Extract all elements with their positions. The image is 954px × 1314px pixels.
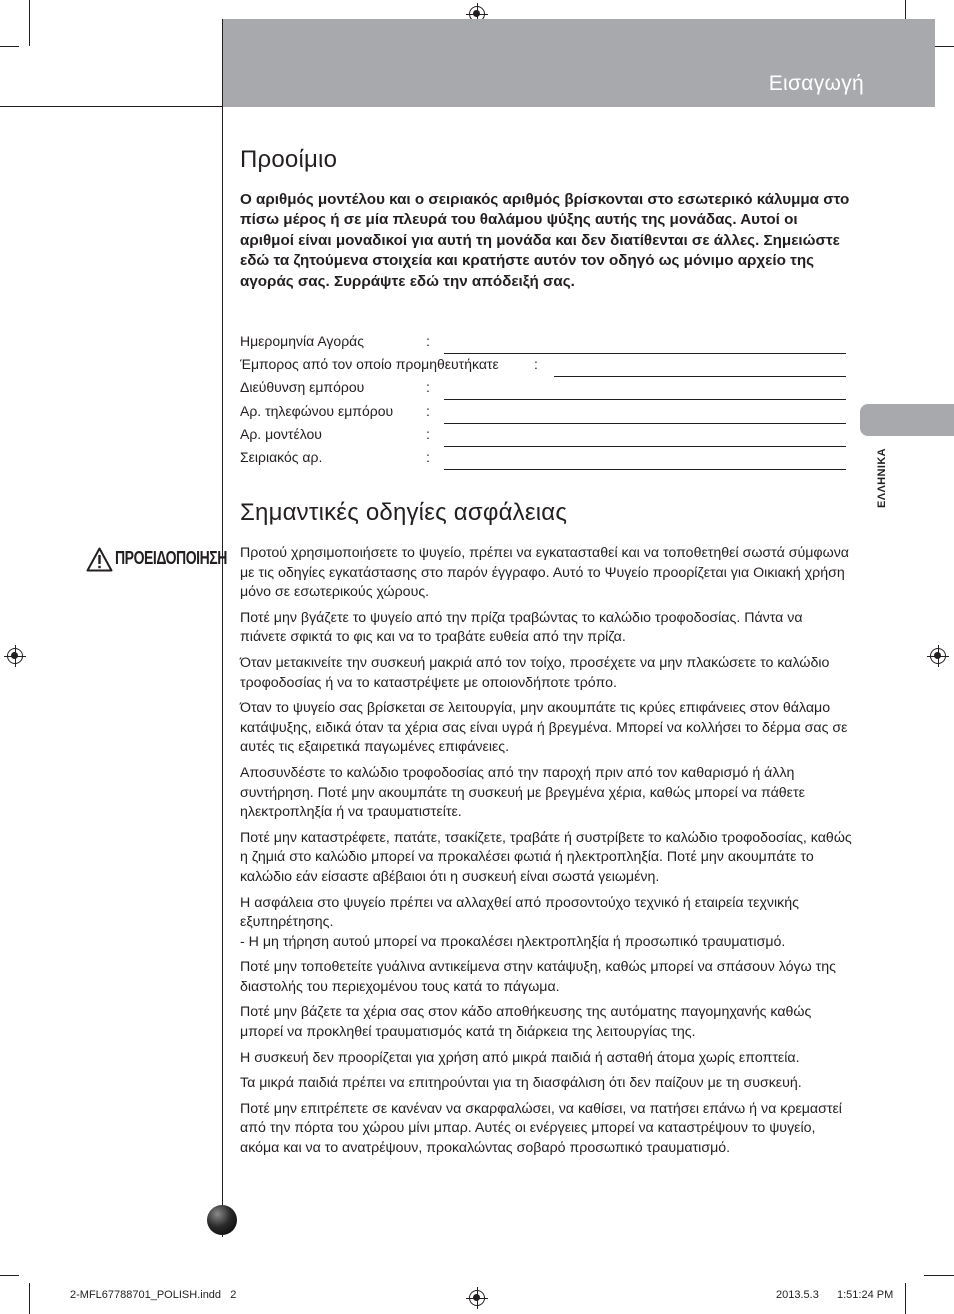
form-row-dealer-address: Διεύθυνση εμπόρου :	[240, 377, 852, 400]
safety-paragraph: Ποτέ μην βγάζετε το ψυγείο από την πρίζα τραβώντας το καλώδιο τροφοδοσίας. Πάντα να πιάνετε σφικτά το φις και να το τραβάτε ευθεία από την πρίζα.	[240, 609, 803, 646]
safety-paragraph: Η συσκευή δεν προορίζεται για χρήση από μικρά παιδιά ή ασταθή άτομα χωρίς εποπτεία.	[240, 1049, 800, 1066]
page-marker-dot	[207, 1205, 237, 1235]
crop-mark	[924, 1275, 954, 1276]
footer-date: 2013.5.3	[776, 1289, 819, 1301]
serial-number-field	[444, 469, 846, 470]
safety-paragraph: Προτού χρησιμοποιήσετε το ψυγείο, πρέπει να εγκατασταθεί και να τοποθετηθεί σωστά σύμφωνα με τις οδηγίες εγκατάστασης στο παρόν έγγραφο. Αυτό το Ψυγείο προορίζεται για Οικιακή χρήση μόνο σε εσωτερικούς χώρους.	[240, 545, 849, 601]
crop-mark	[0, 1275, 19, 1276]
safety-heading: Σημαντικές οδηγίες ασφάλειας	[240, 499, 568, 526]
safety-paragraph: Όταν μετακινείτε την συσκευή μακριά από τον τοίχο, προσέχετε να μην πλακώσετε το καλώδιο τροφοδοσίας ή να το καταστρέψετε με οποιονδήποτε τρόπο.	[240, 654, 830, 691]
language-tab	[860, 404, 954, 436]
vertical-divider	[222, 19, 223, 1237]
purchase-record-form	[240, 331, 852, 470]
registration-mark-icon	[466, 1287, 488, 1309]
footer-file-name: 2-MFL67788701_POLISH.indd 2	[70, 1289, 237, 1301]
form-row-model-number: Αρ. μοντέλου :	[240, 424, 852, 447]
language-tab-label: ΕΛΛΗΝΙΚΑ	[876, 447, 888, 509]
crop-mark	[0, 46, 19, 47]
safety-instructions	[240, 544, 852, 1165]
crop-mark	[905, 1283, 906, 1314]
safety-paragraph: Αποσυνδέστε το καλώδιο τροφοδοσίας από την παροχή πριν από τον καθαρισμό ή άλλη συντήρηση. Ποτέ μην ακουμπάτε τη συσκευή με βρεγμένα χέρια, καθώς μπορεί να πάθετε ηλεκτροπληξία ή να τραυματιστείτε.	[240, 764, 805, 821]
form-row-purchase-date: Ημερομηνία Αγοράς :	[240, 331, 852, 354]
safety-paragraph: Ποτέ μην επιτρέπετε σε κανέναν να σκαρφαλώσει, να καθίσει, να πατήσει επάνω ή να κρεμαστεί από την πόρτα του χώρου μίνι μπαρ. Αυτές οι ενέργειες μπορεί να καταστρέψουν το ψυγείο, ακόμα και να το ανατρέψουν, προκαλώντας σοβαρό προσωπικό τραυματισμό.	[240, 1100, 842, 1157]
registration-mark-icon	[4, 645, 26, 667]
safety-paragraph: Τα μικρά παιδιά πρέπει να επιτηρούνται για τη διασφάλιση ότι δεν παίζουν με τη συσκευή.	[240, 1075, 802, 1092]
section-title: Εισαγωγή	[768, 72, 864, 95]
registration-mark-icon	[927, 645, 949, 667]
footer-time: 1:51:24 PM	[837, 1289, 894, 1301]
form-row-serial-number: Σειριακός αρ. :	[240, 447, 852, 470]
crop-mark	[29, 0, 30, 46]
crop-mark	[29, 1283, 30, 1314]
safety-paragraph: Ποτέ μην καταστρέφετε, πατάτε, τσακίζετε, τραβάτε ή συστρίβετε το καλώδιο τροφοδοσίας, καθώς η ζημιά στο καλώδιο μπορεί να προκαλέσει φωτιά ή ηλεκτροπληξία. Ποτέ μην ακουμπάτε το καλώδιο εάν είσαστε αβέβαιοι ότι η συσκευή είναι σωστά γειωμένη.	[240, 829, 852, 885]
form-row-dealer: Έμπορος από τον οποίο προμηθευτήκατε :	[240, 354, 852, 377]
preamble-intro: Ο αριθμός μοντέλου και ο σειριακός αριθμός βρίσκονται στο εσωτερικό κάλυμμα στο πίσω μέρος ή σε μία πλευρά του θαλάμου ψύξης αυτής της μονάδας. Αυτοί οι αριθμοί είναι μοναδικοί για αυτή τη μονάδα και δεν διατίθενται σε άλλες. Σημειώστε εδώ τα ζητούμενα στοιχεία και κρατήστε αυτόν τον οδηγό ως μόνιμο αρχείο της αγοράς σας. Συρράψτε εδώ την απόδειξή σας.	[240, 191, 850, 290]
safety-paragraph: Η ασφάλεια στο ψυγείο πρέπει να αλλαχθεί από προσοντούχο τεχνικό ή εταιρεία τεχνικής εξυπηρέτησης. - Η μη τήρηση αυτού μπορεί να προκαλέσει ηλεκτροπληξία ή προσωπικό τραυματισμό.	[240, 894, 799, 950]
warning-triangle-icon	[86, 547, 113, 572]
safety-paragraph: Ποτέ μην βάζετε τα χέρια σας στον κάδο αποθήκευσης της αυτόματης παγομηχανής καθώς μπορεί να προκληθεί τραυματισμός κατά τη διάρκεια της λειτουργίας της.	[240, 1004, 812, 1041]
preamble-heading: Προοίμιο	[240, 146, 338, 173]
warning-label: ΠΡΟΕΙΔΟΠΟΙΗΣΗ	[86, 546, 220, 574]
crop-mark	[0, 106, 223, 107]
form-row-dealer-phone: Αρ. τηλεφώνου εμπόρου :	[240, 401, 852, 424]
safety-paragraph: Όταν το ψυγείο σας βρίσκεται σε λειτουργία, μην ακουμπάτε τις κρύες επιφάνειες στον θάλαμο κατάψυξης, ειδικά όταν τα χέρια σας είναι υγρά ή βρεγμένα. Μπορεί να κολλήσει το δέρμα σας σε αυτές τις εξαιρετικά παγωμένες επιφάνειες.	[240, 700, 848, 756]
safety-paragraph: Ποτέ μην τοποθετείτε γυάλινα αντικείμενα στην κατάψυξη, καθώς μπορεί να σπάσουν λόγω της διαστολής του περιεχομένου τους κατά το πάγωμα.	[240, 959, 837, 995]
